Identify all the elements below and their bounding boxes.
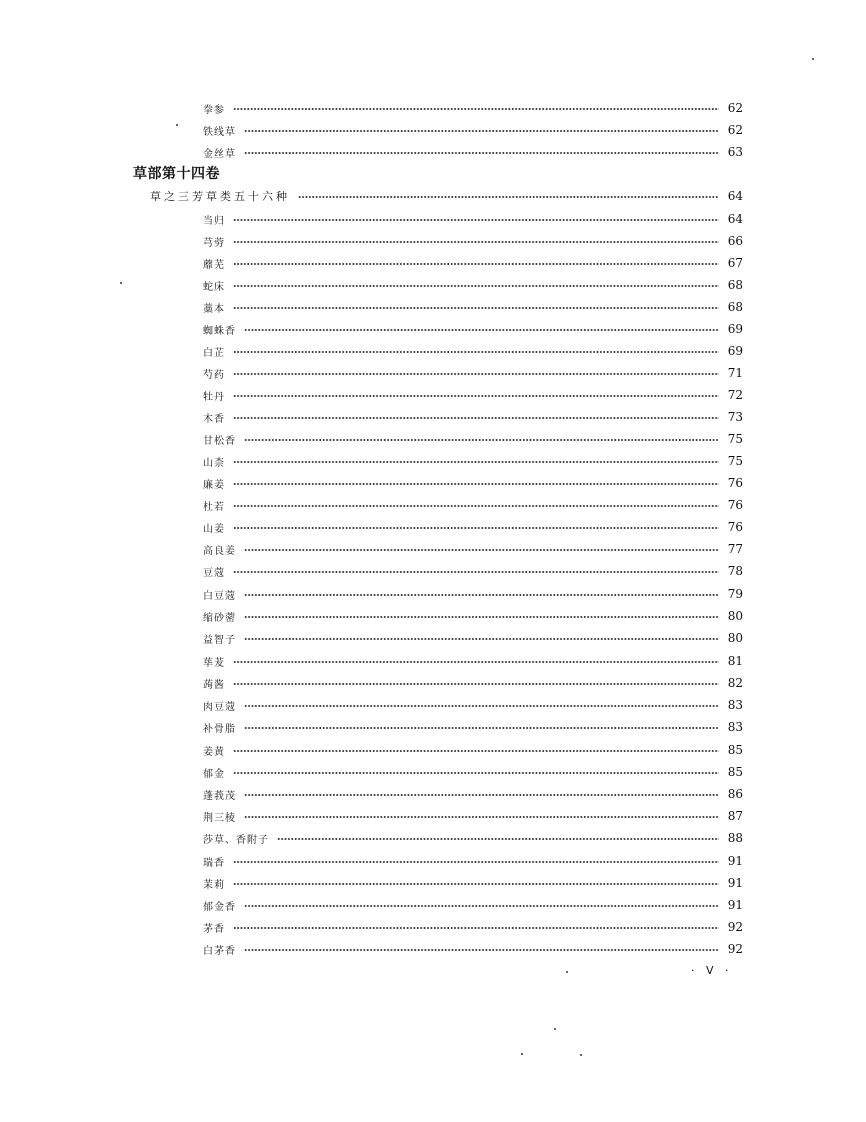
- entry-name: 芍药: [203, 369, 225, 381]
- entry-page: 69: [727, 322, 743, 336]
- toc-entry: [203, 628, 743, 648]
- dot-leader: [233, 861, 719, 863]
- entry-page: 91: [727, 854, 743, 868]
- dot-leader: [244, 616, 719, 618]
- toc-entry: [203, 473, 743, 493]
- entry-page: 83: [727, 720, 743, 734]
- entry-page: 63: [727, 145, 743, 159]
- entry-page: 76: [727, 476, 743, 490]
- toc-entry: [203, 385, 743, 405]
- toc-entry: [203, 673, 743, 693]
- entry-name: 荆三棱: [203, 812, 236, 824]
- toc-entry: [203, 717, 743, 737]
- entry-page: 62: [727, 123, 743, 137]
- entry-name: 牡丹: [203, 391, 225, 403]
- section-heading: 草部第十四卷: [133, 166, 220, 182]
- toc-entry: [203, 142, 743, 162]
- entry-page: 77: [727, 542, 743, 556]
- entry-name: 藁本: [203, 303, 225, 315]
- dot-leader: [233, 571, 719, 573]
- scan-speck: [566, 971, 568, 973]
- toc-entry: [203, 695, 743, 715]
- dot-leader: [233, 927, 719, 929]
- entry-page: 71: [727, 366, 743, 380]
- entry-name: 缩砂蔤: [203, 612, 236, 624]
- toc-entry: [203, 451, 743, 471]
- dot-leader: [277, 838, 719, 840]
- dot-leader: [244, 329, 719, 331]
- entry-name: 当归: [203, 215, 225, 227]
- toc-entry: [203, 939, 743, 959]
- toc-entry: [203, 319, 743, 339]
- dot-leader: [244, 130, 719, 132]
- dot-leader: [233, 307, 719, 309]
- dot-leader: [233, 417, 719, 419]
- dot-leader: [233, 483, 719, 485]
- entry-name: 高良姜: [203, 545, 236, 557]
- scan-speck: [812, 58, 814, 60]
- scan-speck: [521, 1053, 523, 1055]
- entry-page: 75: [727, 454, 743, 468]
- entry-name: 郁金香: [203, 901, 236, 913]
- entry-page: 80: [727, 609, 743, 623]
- entry-name: 蜘蛛香: [203, 325, 236, 337]
- toc-entry: [203, 297, 743, 317]
- toc-entry: [203, 120, 743, 140]
- dot-leader: [233, 241, 719, 243]
- dot-leader: [233, 750, 719, 752]
- entry-name: 蓬莪茂: [203, 790, 236, 802]
- entry-page: 72: [727, 388, 743, 402]
- entry-name: 郁金: [203, 768, 225, 780]
- toc-entry: [203, 495, 743, 515]
- dot-leader: [233, 527, 719, 529]
- toc-entry: [203, 606, 743, 626]
- dot-leader: [233, 661, 719, 663]
- entry-page: 82: [727, 676, 743, 690]
- toc-entry: [203, 851, 743, 871]
- entry-page: 83: [727, 698, 743, 712]
- entry-name: 姜黄: [203, 746, 225, 758]
- scan-speck: [554, 1028, 556, 1030]
- entry-page: 81: [727, 654, 743, 668]
- dot-leader: [233, 772, 719, 774]
- entry-page: 92: [727, 920, 743, 934]
- entry-page: 85: [727, 743, 743, 757]
- entry-name: 白豆蔻: [203, 590, 236, 602]
- dot-leader: [233, 395, 719, 397]
- toc-entry: [203, 873, 743, 893]
- entry-name: 廉姜: [203, 479, 225, 491]
- toc-entry: [203, 407, 743, 427]
- entry-page: 80: [727, 631, 743, 645]
- entry-name: 肉豆蔻: [203, 701, 236, 713]
- toc-entry: [203, 539, 743, 559]
- dot-leader: [233, 108, 719, 110]
- toc-entry: [203, 98, 743, 118]
- page-folio: · V ·: [691, 964, 733, 977]
- toc-entry: [203, 828, 743, 848]
- entry-name: 山姜: [203, 523, 225, 535]
- toc-entry: [203, 209, 743, 229]
- dot-leader: [244, 439, 719, 441]
- dot-leader: [233, 373, 719, 375]
- entry-page: 76: [727, 520, 743, 534]
- entry-page: 85: [727, 765, 743, 779]
- dot-leader: [244, 705, 719, 707]
- dot-leader: [244, 152, 719, 154]
- entry-name: 荜茇: [203, 657, 225, 669]
- entry-name: 豆蔻: [203, 567, 225, 579]
- entry-page: 69: [727, 344, 743, 358]
- dot-leader: [233, 285, 719, 287]
- entry-name: 补骨脂: [203, 723, 236, 735]
- entry-name: 白茅香: [203, 945, 236, 957]
- entry-name: 芎䓖: [203, 237, 225, 249]
- scan-speck: [580, 1054, 582, 1056]
- toc-entry: [203, 561, 743, 581]
- dot-leader: [233, 461, 719, 463]
- entry-page: 68: [727, 278, 743, 292]
- dot-leader: [244, 794, 719, 796]
- toc-entry: [203, 784, 743, 804]
- entry-page: 67: [727, 256, 743, 270]
- entry-page: 91: [727, 876, 743, 890]
- toc-entry: [203, 363, 743, 383]
- entry-name: 白芷: [203, 347, 225, 359]
- entry-name: 益智子: [203, 634, 236, 646]
- toc-entry: [203, 584, 743, 604]
- entry-name: 木香: [203, 413, 225, 425]
- dot-leader: [244, 905, 719, 907]
- toc-entry: [203, 895, 743, 915]
- dot-leader: [244, 549, 719, 551]
- entry-page: 78: [727, 564, 743, 578]
- scan-speck: [120, 282, 122, 284]
- subsection-name: 草之三芳草类五十六种: [150, 190, 290, 203]
- entry-page: 73: [727, 410, 743, 424]
- dot-leader: [298, 196, 719, 198]
- dot-leader: [233, 351, 719, 353]
- entry-name: 莎草、香附子: [203, 834, 269, 846]
- toc-entry: [203, 740, 743, 760]
- entry-name: 茉莉: [203, 879, 225, 891]
- entry-page: 86: [727, 787, 743, 801]
- toc-entry: [203, 429, 743, 449]
- entry-page: 92: [727, 942, 743, 956]
- scan-speck: [176, 124, 178, 126]
- toc-entry: [203, 917, 743, 937]
- toc-entry: [203, 341, 743, 361]
- toc-entry: [203, 275, 743, 295]
- dot-leader: [244, 816, 719, 818]
- dot-leader: [244, 594, 719, 596]
- entry-page: 62: [727, 101, 743, 115]
- entry-page: 68: [727, 300, 743, 314]
- entry-page: 66: [727, 234, 743, 248]
- dot-leader: [244, 727, 719, 729]
- dot-leader: [244, 638, 719, 640]
- entry-name: 茅香: [203, 923, 225, 935]
- entry-name: 杜若: [203, 501, 225, 513]
- entry-page: 91: [727, 898, 743, 912]
- dot-leader: [244, 949, 719, 951]
- toc-entry: [203, 517, 743, 537]
- entry-page: 87: [727, 809, 743, 823]
- toc-entry: [203, 651, 743, 671]
- toc-entry: [203, 806, 743, 826]
- entry-page: 75: [727, 432, 743, 446]
- subsection-page: 64: [727, 189, 743, 203]
- toc-subsection: [150, 186, 743, 206]
- entry-name: 金丝草: [203, 148, 236, 160]
- toc-entry: [203, 231, 743, 251]
- dot-leader: [233, 683, 719, 685]
- dot-leader: [233, 505, 719, 507]
- entry-page: 64: [727, 212, 743, 226]
- entry-page: 88: [727, 831, 743, 845]
- entry-name: 瑞香: [203, 857, 225, 869]
- entry-name: 甘松香: [203, 435, 236, 447]
- toc-entry: [203, 253, 743, 273]
- entry-name: 蛇床: [203, 281, 225, 293]
- entry-name: 山柰: [203, 457, 225, 469]
- entry-name: 拳参: [203, 104, 225, 116]
- dot-leader: [233, 219, 719, 221]
- entry-name: 蒟酱: [203, 679, 225, 691]
- dot-leader: [233, 883, 719, 885]
- entry-page: 76: [727, 498, 743, 512]
- entry-name: 铁线草: [203, 126, 236, 138]
- toc-entry: [203, 762, 743, 782]
- dot-leader: [233, 263, 719, 265]
- entry-name: 蘼芜: [203, 259, 225, 271]
- entry-page: 79: [727, 587, 743, 601]
